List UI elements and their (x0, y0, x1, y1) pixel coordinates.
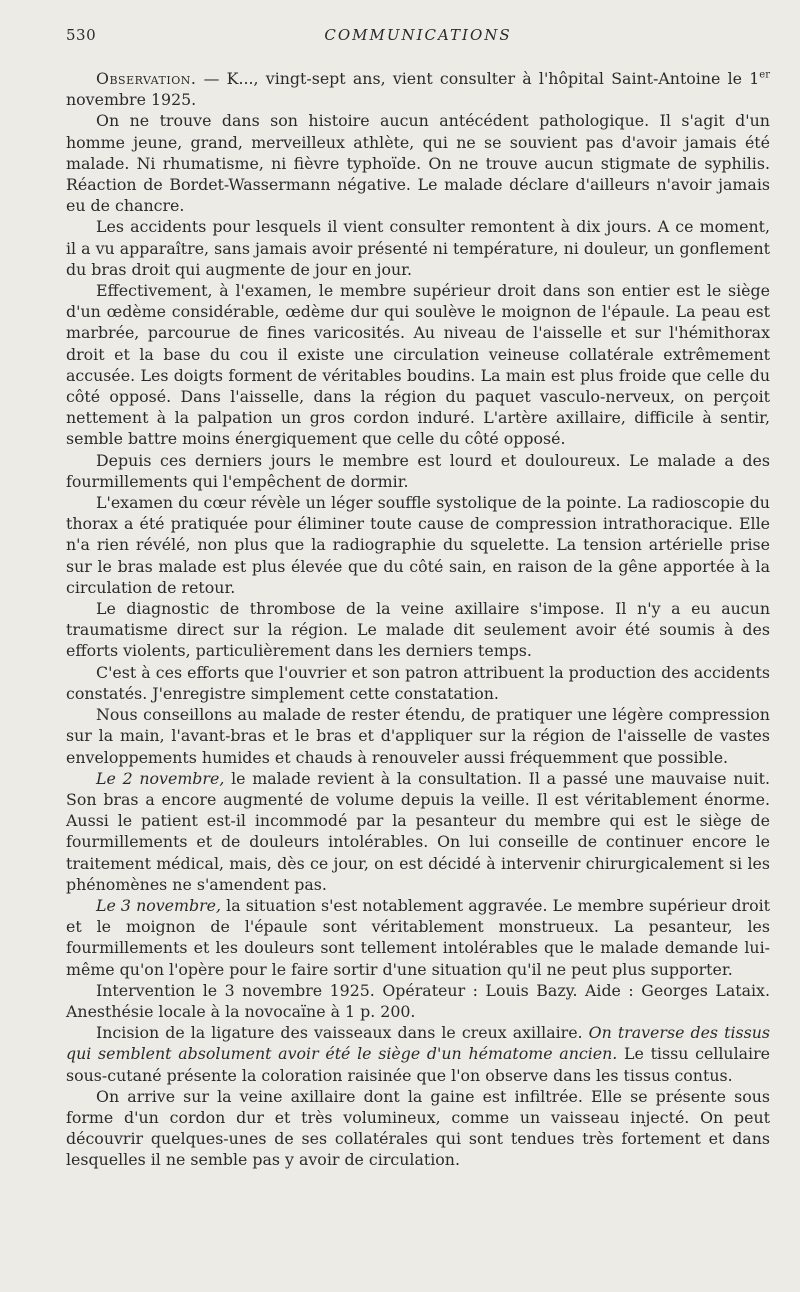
running-title: COMMUNICATIONS (324, 26, 512, 44)
date-lead: Le 2 novembre, (96, 768, 225, 788)
page-header (66, 26, 770, 50)
paragraph: Nous conseillons au malade de rester étendu, de pratiquer une légère compression sur la main, l'avant-bras et le bras et d'appliquer sur la région de l'aisselle de vastes enveloppements humides et chauds à renouveler aussi fréquemment que possible. (66, 705, 770, 767)
paragraph-text: la situation s'est notablement aggravée. Le membre supérieur droit et le moignon de l'épaule sont véritablement monstrueux. La pesanteur, les fourmillements et les douleurs sont tellement intolérables que le malade demande lui-même qu'on l'opère pour le faire sortir d'une situation qu'il ne peut plus supporter. (66, 895, 770, 979)
paragraph: Intervention le 3 novembre 1925. Opérateur : Louis Bazy. Aide : Georges Lataix. Anesthésie locale à la novocaïne à 1 p. 200. (66, 980, 770, 1021)
superscript: er (759, 69, 770, 81)
paragraph-text: Incision de la ligature des vaisseaux dans le creux axillaire. (96, 1023, 589, 1043)
paragraph: C'est à ces efforts que l'ouvrier et son patron attribuent la production des accidents constatés. J'enregistre simplement cette constatation. (66, 662, 770, 703)
paragraph-incision (66, 1022, 770, 1086)
body-text (66, 68, 770, 1171)
paragraph-nov-2 (66, 768, 770, 895)
paragraph-nov-3 (66, 895, 770, 980)
paragraph: On ne trouve dans son histoire aucun antécédent pathologique. Il s'agit d'un homme jeune, grand, merveilleux athlète, qui ne se souvient pas d'avoir jamais été malade. Ni rhumatisme, ni fièvre typhoïde. On ne trouve aucun stigmate de syphilis. Réaction de Bordet-Wassermann négative. Le malade déclare d'ailleurs n'avoir jamais eu de chancre. (66, 111, 770, 216)
paragraph-text: — K..., vingt-sept ans, vient consulter à l'hôpital Saint-Antoine le 1 (196, 69, 760, 88)
paragraph: Effectivement, à l'examen, le membre supérieur droit dans son entier est le siège d'un œdème considérable, œdème dur qui soulève le moignon de l'épaule. La peau est marbrée, parcourue de fines varicosités. Au niveau de l'aisselle et sur l'hémithorax droit et la base du cou il existe une circulation veineuse collatérale extrêmement accusée. Les doigts forment de véritables boudins. La main est plus froide que celle du côté opposé. Dans l'aisselle, dans la région du paquet vasculo-nerveux, on perçoit nettement à la palpation un gros cordon induré. L'artère axillaire, difficile à sentir, semble battre moins énergiquement que celle du côté opposé. (66, 281, 770, 449)
italic-passage: On traverse des tissus qui semblent absolument avoir été le siège d'un hématome ancien. (66, 1023, 770, 1064)
paragraph: Le diagnostic de thrombose de la veine axillaire s'impose. Il n'y a eu aucun traumatisme direct sur la région. Le malade dit seulement avoir été soumis à des efforts violents, particulièrement dans les derniers temps. (66, 599, 770, 661)
observation-lead: Observation. (96, 69, 197, 88)
date-lead: Le 3 novembre, (96, 895, 222, 915)
page-number: 530 (66, 26, 97, 44)
paragraph: L'examen du cœur révèle un léger souffle systolique de la pointe. La radioscopie du thorax a été pratiquée pour éliminer toute cause de compression intrathoracique. Elle n'a rien révélé, non plus que la radiographie du squelette. La tension artérielle prise sur le bras malade est plus élevée que du côté sain, en raison de la gêne apportée à la circulation de retour. (66, 493, 770, 597)
paragraph: Depuis ces derniers jours le membre est lourd et douloureux. Le malade a des fourmillements qui l'empêchent de dormir. (66, 450, 770, 491)
paragraph-text-tail: novembre 1925. (66, 90, 197, 110)
paragraph-observation (66, 68, 770, 110)
paragraph-text: le malade revient à la consultation. Il a passé une mauvaise nuit. Son bras a encore augmenté de volume depuis la veille. Il est véritablement énorme. Aussi le patient est-il incommodé par la pesanteur du membre qui est le siège de fourmillements et de douleurs intolérables. On lui conseille de continuer encore le traitement médical, mais, dès ce jour, on est décidé à intervenir chirurgicalement si les phénomènes ne s'amendent pas. (66, 768, 771, 894)
paragraph-text-tail: Le tissu cellulaire sous-cutané présente la coloration raisinée que l'on observe dans les tissus contus. (66, 1044, 770, 1085)
paragraph: Les accidents pour lesquels il vient consulter remontent à dix jours. A ce moment, il a vu apparaître, sans jamais avoir présenté ni température, ni douleur, un gonflement du bras droit qui augmente de jour en jour. (66, 217, 770, 279)
paragraph: On arrive sur la veine axillaire dont la gaine est infiltrée. Elle se présente sous forme d'un cordon dur et très volumineux, comme un vaisseau injecté. On peut découvrir quelques-unes de ses collatérales qui sont tendues très fortement et dans lesquelles il ne semble pas y avoir de circulation. (66, 1086, 770, 1170)
